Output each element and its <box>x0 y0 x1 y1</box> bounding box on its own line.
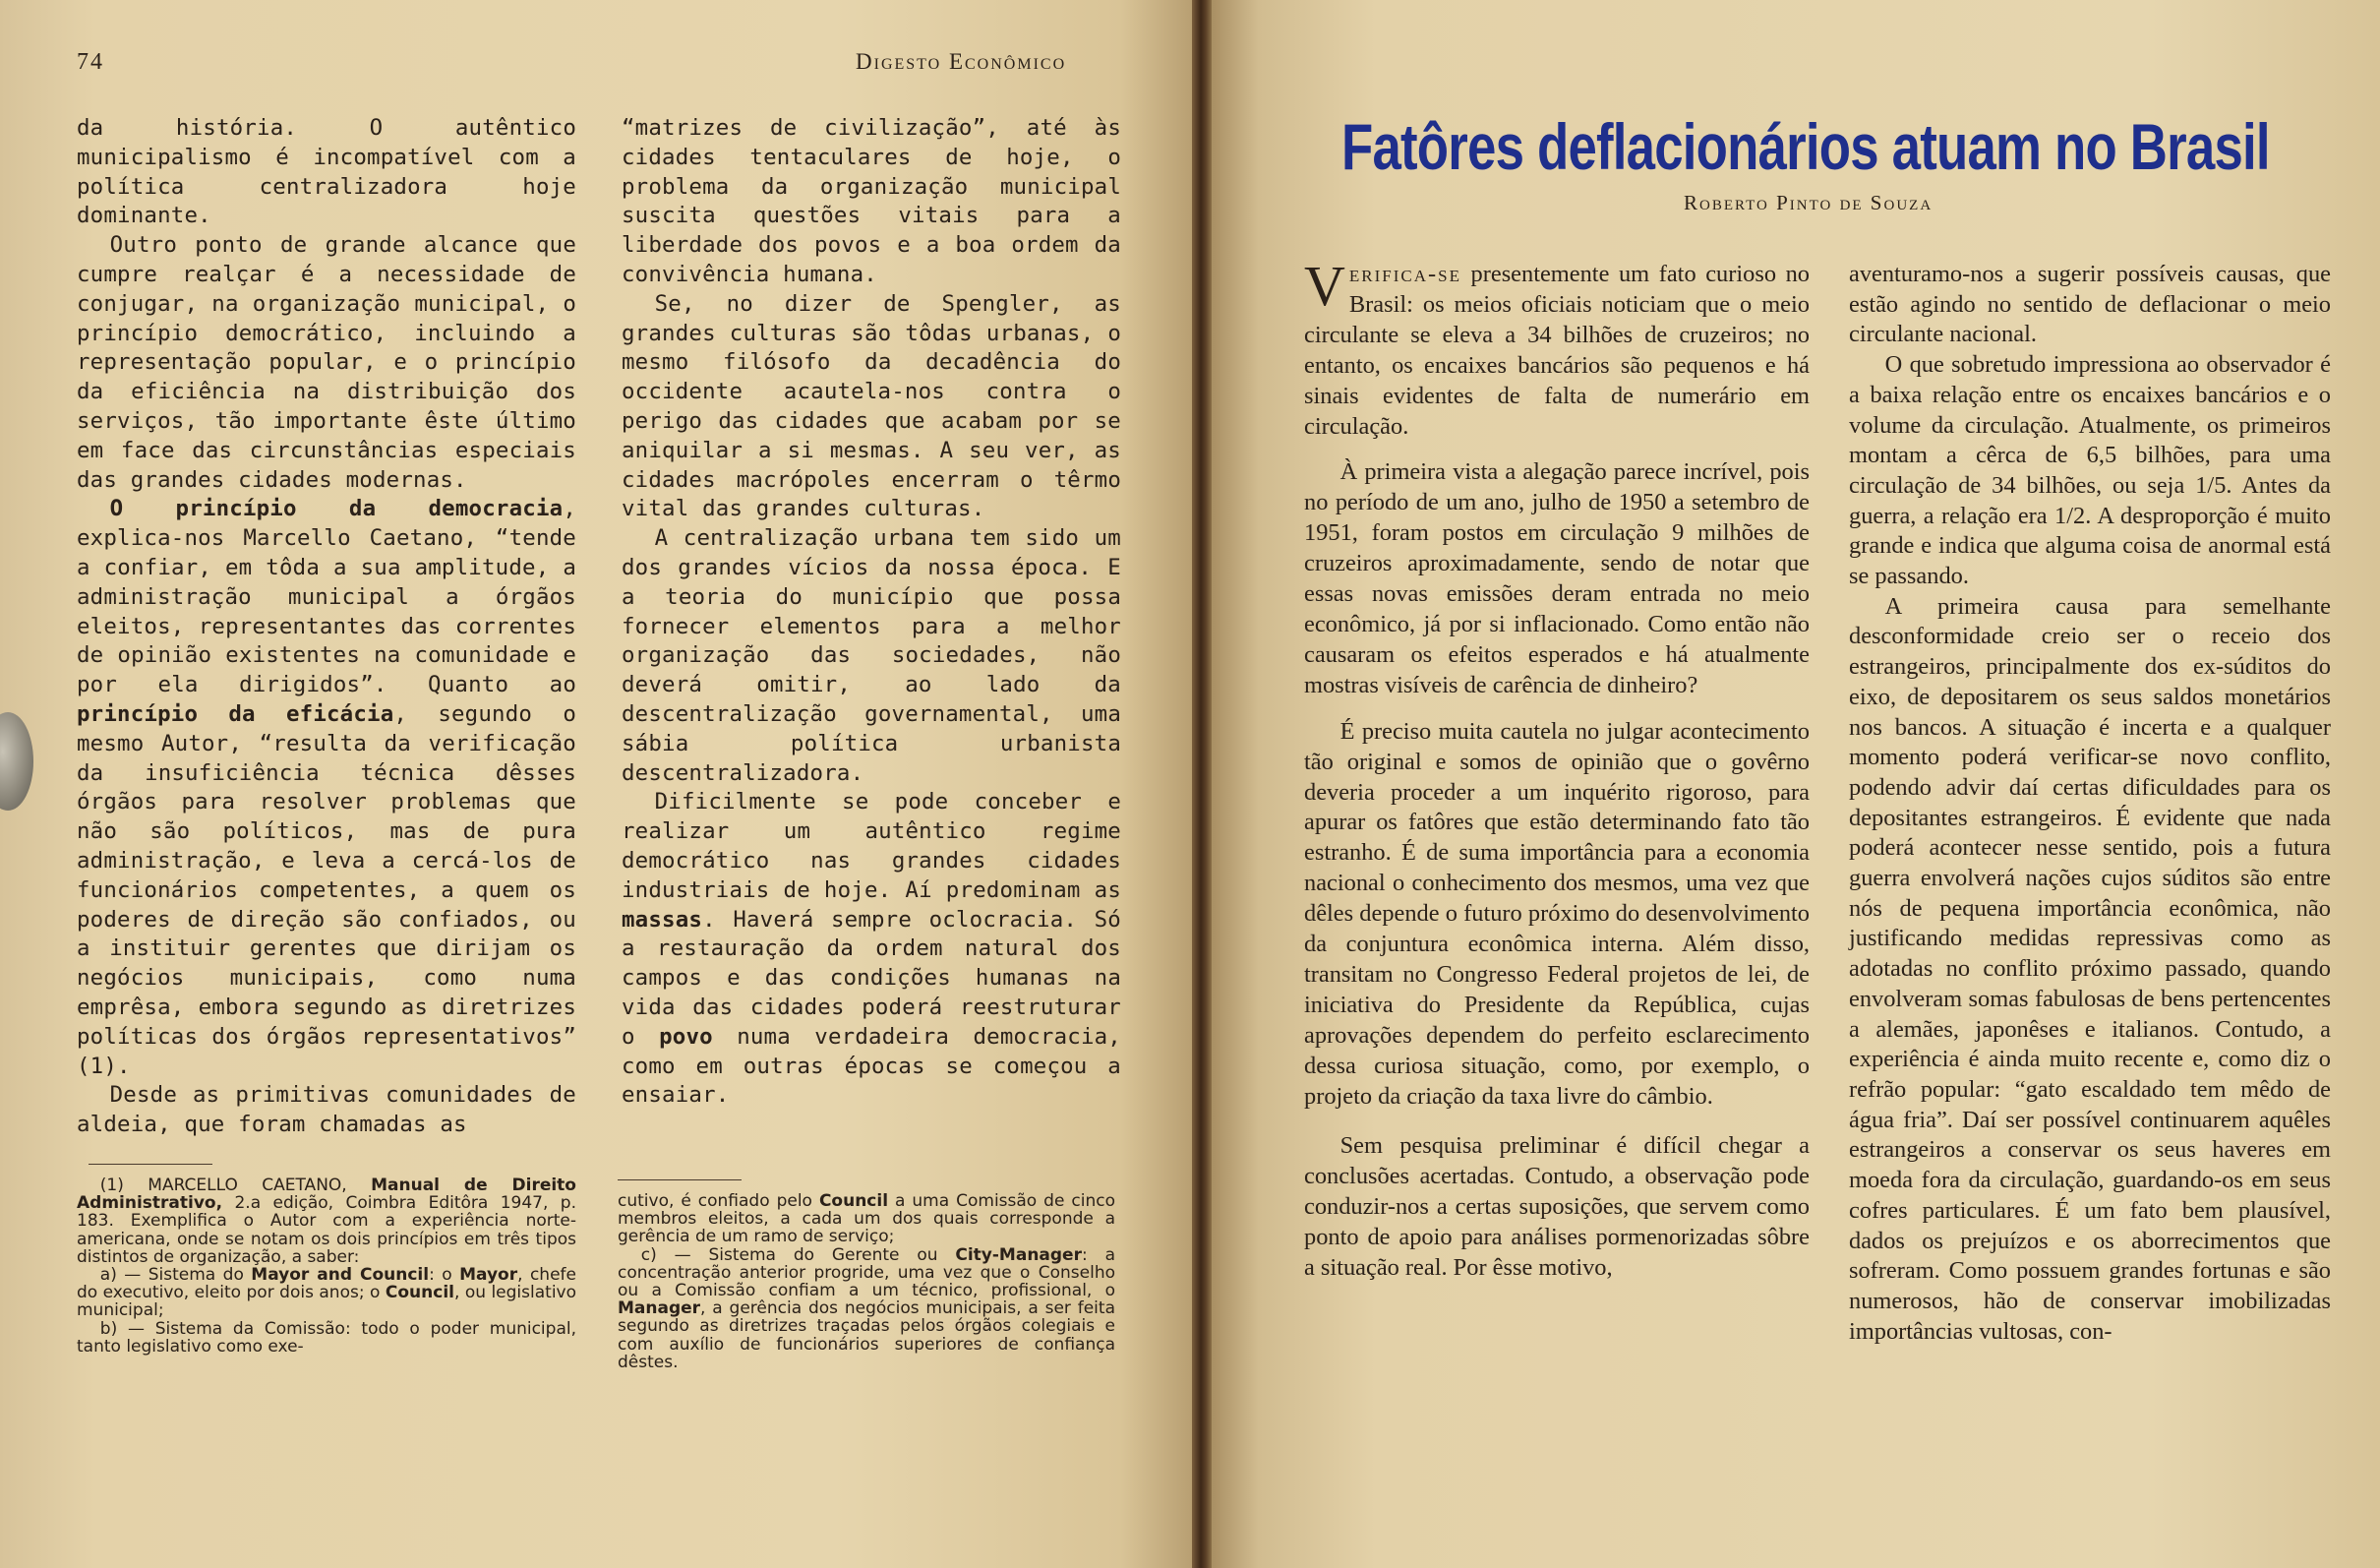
bold-term: Council <box>385 1283 454 1303</box>
page-number: 74 <box>77 49 104 75</box>
text-run: Dificilmente se pode conceber e realizar um autêntico regime democrático nas grandes cidades industriais de hoje. Aí predominam as <box>622 789 1121 903</box>
paragraph: À primeira vista a alegação parece incrível, pois no período de um ano, julho de 1950 a setembro de 1951, foram postos em circulação 9 milhões de cruzeiros aproximadamente, sendo de notar que essas novas emissões deram entrada no meio econômico, já por si inflacionado. Como então não causaram os efeitos esperados e há atualmente mostras visíveis de carência de dinheiro? <box>1304 458 1810 698</box>
binding-hole <box>0 712 33 811</box>
footnote-paragraph <box>77 1266 576 1320</box>
article-author: Roberto Pinto de Souza <box>1684 191 1934 214</box>
paragraph <box>1304 254 1810 442</box>
text-run: , chefe do executivo, eleito por dois anos; o <box>77 1265 576 1303</box>
left-column-1 <box>77 114 576 1140</box>
text-run: 2.a edição, Coimbra Editôra 1947, p. 183. Exemplifica o Autor com a experiência norte-americana, onde se notam os dois princípios em três tipos distintos de organização, a saber: <box>77 1193 576 1267</box>
text-run: , explica-nos Marcello Caetano, “tende a confiar, em tôda a sua amplitude, a administração municipal a órgãos eleitos, representantes das correntes de opinião existentes na comunidade e por ela dirigidos”. Quanto ao <box>77 496 576 698</box>
bold-term: Manual de Direito Administrativo, <box>77 1176 576 1214</box>
paragraph: O que sobretudo impressiona ao observador é a baixa relação entre os encaixes bancários e o volume da circulação. Atualmente, os primeiros montam a cêrca de 6,5 bilhões, para uma circulação de 34 bilhões, ou seja 1/5. Antes da guerra, a relação era 1/2. A desproporção é muito grande e indica que alguma coisa de anormal está se passando. <box>1849 351 2331 590</box>
text-run: : a concentração anterior progride, uma vez que o Conselho ou a Comissão confiam a um técnico, profissional, o <box>618 1244 1115 1301</box>
paragraph: “matrizes de civilização”, até às cidades tentaculares de hoje, o problema da organização municipal suscita questões vitais para a liberdade dos povos e a boa ordem da convivência humana. <box>622 115 1121 287</box>
paragraph: É preciso muita cautela no julgar acontecimento tão original e somos de opinião que o govêrno deveria proceder a um inquérito rigoroso, para apurar os fatôres que estão determinando fato tão estranho. É de suma importância para a economia nacional o conhecimento dos mesmos, uma vez que dêles depende o futuro próximo do desenvolvimento da conjuntura econômica interna. Além disso, transitam no Congresso Federal projetos de lei, de iniciativa do Presidente da República, cujas aprovações dependem do perfeito esclarecimento dessa curiosa situação, como, por exemplo, o projeto da criação da taxa livre do câmbio. <box>1304 717 1810 1110</box>
paragraph: Sem pesquisa preliminar é difícil chegar a conclusões acertadas. Contudo, a observação pode conduzir-nos a certas suposições, que servem como ponto de apoio para análises pormenorizadas sôbre a situação real. Por êsse motivo, <box>1304 1132 1810 1282</box>
bold-term: massas <box>622 906 703 933</box>
footnote-right <box>618 1192 1115 1371</box>
drop-cap: V <box>1304 254 1345 318</box>
right-column-2 <box>1849 260 2331 1347</box>
bold-term: O princípio da democracia <box>109 496 564 522</box>
paragraph: A primeira causa para semelhante desconformidade creio ser o receio dos estrangeiros, principalmente dos ex-súditos do eixo, de depositarem os seus saldos monetários nos bancos. A situação é incerta e a qualquer momento poderá verificar-se novo conflito, podendo advir daí certas dificuldades para os depositantes estrangeiros. É evidente que nada poderá acontecer nesse sentido, pois a futura guerra envolverá nações cujos súditos são entre nós de pequena importância econômica, não justificando medidas repressivas como as adotadas no conflito próximo passado, quando envolveram somas fabulosas de bens pertencentes a alemães, japonêses e italianos. Contudo, a experiência é ainda muito recente e, como diz o refrão popular: “gato escaldado tem mêdo de água fria”. Daí ser possível continuarem aquêles estrangeiros a conservar os seus haveres em moeda fora da circulação, guardando-os em seus cofres particulares. É um fato bem plausível, dados os prejuízos e os aborrecimentos que sofreram. Como possuem grandes fortunas e são numerosos, hão de conservar imobilizadas importâncias vultosas, con- <box>1849 592 2331 1345</box>
text-run: (1) MARCELLO CAETANO, <box>99 1176 372 1195</box>
text-run: , segundo o mesmo Autor, “resulta da verificação da insuficiência técnica dêsses órgãos para resolver problemas que não são políticos, mas de pura administração, e leva a cercá-los de funcionários competentes, a quem os poderes de direção são confiados, ou a instituir gerentes que dirijam os negócios municipais, como numa emprêsa, embora segundo as diretrizes políticas dos órgãos representativos” (1). <box>77 700 576 1079</box>
paragraph: aventuramo-nos a sugerir possíveis causas, que estão agindo no sentido de deflacionar o meio circulante nacional. <box>1849 261 2331 348</box>
paragraph: da história. O autêntico municipalismo é incompatível com a política centralizadora hoje dominante. <box>77 115 576 229</box>
footnote-rule <box>618 1179 742 1180</box>
text-run: , ou legislativo municipal; <box>77 1283 577 1321</box>
text-run: a) — Sistema do <box>99 1265 252 1286</box>
bold-term: City-Manager <box>955 1244 1082 1265</box>
running-head: Digesto Econômico <box>856 49 1067 74</box>
lead-in-caps: erifica-se <box>1348 261 1461 287</box>
bold-term: Mayor <box>459 1265 518 1286</box>
footnote-rule <box>89 1164 212 1165</box>
text-run: , a gerência dos negócios municipais, a ser feita segundo as diretrizes traçadas pelos órgãos colegiais e com auxílio de funcionários superiores de confiança dêstes. <box>618 1298 1115 1372</box>
bold-term: princípio da eficácia <box>77 700 394 727</box>
bold-term: Mayor and Council <box>251 1265 430 1286</box>
footnote-paragraph <box>77 1176 576 1266</box>
article-title: Fatôres deflacionários atuam no Brasil <box>1341 110 2270 183</box>
paragraph: Se, no dizer de Spengler, as grandes culturas são tôdas urbanas, o mesmo filósofo da decadência do occidente acautela-nos contra o perigo das cidades que acabam por se aniquilar a si mesmas. A seu ver, as cidades macrópoles encerram o têrmo vital das grandes culturas. <box>622 290 1121 522</box>
footnote-left <box>77 1176 576 1356</box>
paragraph <box>77 495 576 1081</box>
paragraph: A centralização urbana tem sido um dos grandes vícios da nossa época. E a teoria do município que possa fornecer elementos para a melhor organização das sociedades, não deverá omitir, ao lado da descentralização governamental, uma sábia política urbanista descentralizadora. <box>622 525 1121 786</box>
left-column-2 <box>622 114 1121 1111</box>
paragraph: Desde as primitivas comunidades de aldeia, que foram chamadas as <box>77 1082 576 1138</box>
text-run: presentemente um fato curioso no Brasil: os meios oficiais noticiam que o meio circulante se eleva a 34 bilhões de cruzeiros; no entanto, os encaixes bancários são pequenos e há sinais evidentes de falta de numerário em circulação. <box>1304 261 1810 440</box>
footnote-paragraph <box>618 1192 1115 1246</box>
bold-term: Council <box>818 1191 889 1211</box>
footnote-paragraph: b) — Sistema da Comissão: todo o poder municipal, tanto legislativo como exe- <box>77 1318 576 1357</box>
text-run: . Haverá sempre oclocracia. Só a restauração da ordem natural dos campos e das condições humanas na vida das cidades poderá reestruturar o <box>622 906 1121 1050</box>
text-run: a uma Comissão de cinco membros eleitos, a cada um dos quais corresponde a gerência de um ramo de serviço; <box>618 1191 1115 1247</box>
text-run: numa verdadeira democracia, como em outras épocas se começou a ensaiar. <box>622 1023 1121 1109</box>
paragraph <box>622 788 1121 1111</box>
bold-term: Manager <box>618 1298 701 1319</box>
bold-term: povo <box>659 1023 713 1050</box>
text-run: cutivo, é confiado pelo <box>618 1191 819 1211</box>
paragraph: Outro ponto de grande alcance que cumpre realçar é a necessidade de conjugar, na organização municipal, o princípio democrático, incluindo a representação popular, e o princípio da eficiência na distribuição dos serviços, tão importante êste último em face das circunstâncias especiais das grandes cidades modernas. <box>77 232 576 493</box>
right-column-1 <box>1304 254 1810 1284</box>
book-gutter <box>1192 0 1212 1568</box>
footnote-paragraph <box>618 1246 1115 1371</box>
text-run: c) — Sistema do Gerente ou <box>640 1244 956 1265</box>
text-run: : o <box>429 1265 460 1286</box>
